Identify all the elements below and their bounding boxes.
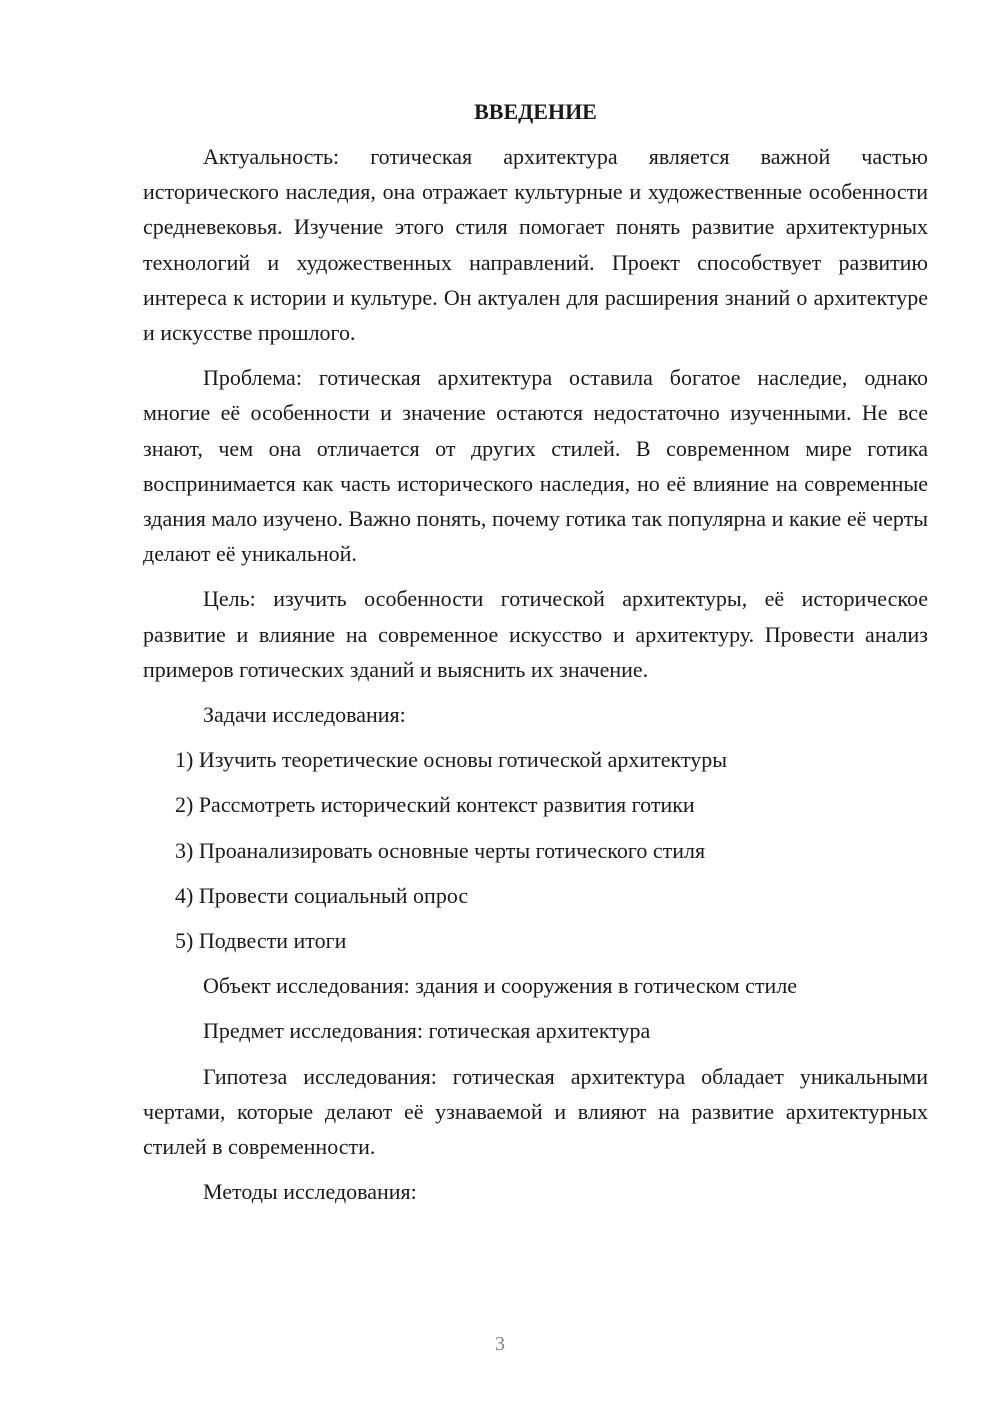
- problem-paragraph: Проблема: готическая архитектура оставила богатое наследие, однако многие её особенности и значение остаются недостаточно изученными. Не все знают, чем она отличается от других стилей. В современном мире готика воспринимается как часть исторического наследия, но её влияние на современные здания мало изучено. Важно понять, почему готика так популярна и какие её черты делают её уникальной.: [143, 365, 928, 567]
- list-item: 4) Провести социальный опрос: [175, 882, 469, 908]
- methods-paragraph: Методы исследования:: [203, 1179, 417, 1205]
- hypothesis-paragraph: Гипотеза исследования: готическая архитектура обладает уникальными чертами, которые делают её узнаваемой и влияют на развитие архитектурных стилей в современности.: [143, 1063, 928, 1160]
- list-item: 5) Подвести итоги: [175, 928, 347, 954]
- list-item: 3) Проанализировать основные черты готического стиля: [175, 837, 706, 863]
- subject-paragraph: Предмет исследования: готическая архитектура: [203, 1018, 651, 1044]
- document-page: [143, 94, 928, 1219]
- tasks-title: Задачи исследования:: [203, 702, 406, 728]
- tasks-list: [143, 742, 928, 958]
- object-paragraph: Объект исследования: здания и сооружения в готическом стиле: [203, 973, 798, 999]
- section-heading: ВВЕДЕНИЕ: [474, 99, 597, 124]
- list-item: 2) Рассмотреть исторический контекст развития готики: [175, 792, 695, 818]
- relevance-paragraph: Актуальность: готическая архитектура является важной частью исторического наследия, она отражает культурные и художественные особенности средневековья. Изучение этого стиля помогает понять развитие архитектурных технологий и художественных направлений. Проект способствует развитию интереса к истории и культуре. Он актуален для расширения знаний о архитектуре и искусстве прошлого.: [143, 144, 928, 346]
- page-number: 3: [495, 1333, 505, 1355]
- goal-paragraph: Цель: изучить особенности готической архитектуры, её историческое развитие и влияние на современное искусство и архитектуру. Провести анализ примеров готических зданий и выяснить их значение.: [143, 586, 928, 682]
- list-item: 1) Изучить теоретические основы готической архитектуры: [175, 747, 728, 773]
